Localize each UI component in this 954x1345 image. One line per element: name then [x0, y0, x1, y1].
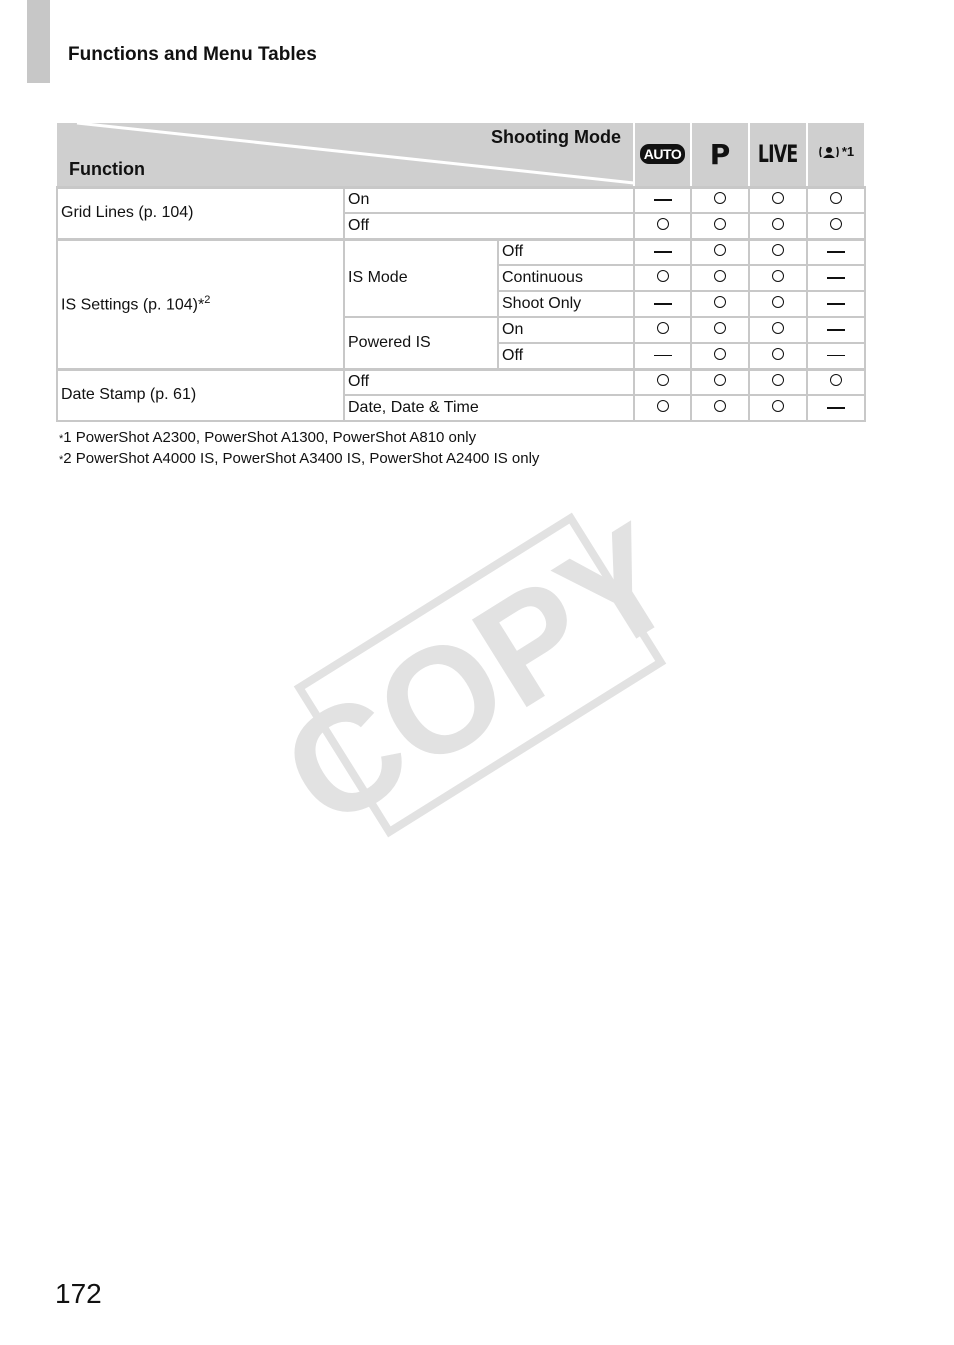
- available-circle-icon: [772, 348, 784, 360]
- option-label: On: [498, 317, 634, 343]
- available-circle-icon: [714, 296, 726, 308]
- function-menu-table: [56, 123, 866, 422]
- available-circle-icon: [657, 218, 669, 230]
- unavailable-dash-icon: [654, 251, 672, 253]
- mode-header-auto: [634, 123, 691, 187]
- available-circle-icon: [714, 400, 726, 412]
- footnote-ref-2: 2: [204, 293, 211, 306]
- available-circle-icon: [714, 348, 726, 360]
- option-label: Off: [344, 369, 634, 395]
- available-circle-icon: [714, 322, 726, 334]
- mode-header-program: [691, 123, 749, 187]
- unavailable-dash-icon: [654, 355, 672, 357]
- unavailable-dash-icon: [654, 303, 672, 305]
- live-mode-icon: LIVE: [758, 140, 798, 169]
- table-row: [57, 239, 865, 265]
- table-header-row: [57, 123, 865, 187]
- footnote-2: *2 PowerShot A4000 IS, PowerShot A3400 IS, PowerShot A2400 IS only: [59, 450, 540, 467]
- mode-header-self-portrait: [807, 123, 865, 187]
- available-circle-icon: [772, 374, 784, 386]
- option-label: On: [344, 187, 634, 213]
- available-circle-icon: [830, 218, 842, 230]
- option-label: Off: [498, 343, 634, 369]
- available-circle-icon: [772, 192, 784, 204]
- available-circle-icon: [772, 322, 784, 334]
- function-is-settings: IS Settings (p. 104)*$^2$: [57, 239, 344, 369]
- available-circle-icon: [657, 374, 669, 386]
- available-circle-icon: [772, 270, 784, 282]
- footnote-ref-1: *1: [841, 143, 855, 159]
- available-circle-icon: [772, 244, 784, 256]
- option-label: Off: [344, 213, 634, 239]
- section-tab-marker: [27, 0, 50, 83]
- function-grid-lines: Grid Lines (p. 104): [57, 187, 344, 239]
- auto-mode-icon: AUTO: [640, 144, 685, 164]
- available-circle-icon: [714, 244, 726, 256]
- unavailable-dash-icon: [654, 199, 672, 201]
- table-row: [57, 187, 865, 213]
- available-circle-icon: [657, 400, 669, 412]
- available-circle-icon: [714, 192, 726, 204]
- function-date-stamp: Date Stamp (p. 61): [57, 369, 344, 421]
- available-circle-icon: [714, 270, 726, 282]
- unavailable-dash-icon: [827, 407, 845, 409]
- suboption-powered-is: Powered IS: [344, 317, 498, 369]
- mode-header-live: [749, 123, 807, 187]
- footnote-1: *1 PowerShot A2300, PowerShot A1300, PowerShot A810 only: [59, 429, 477, 446]
- available-circle-icon: [830, 192, 842, 204]
- option-label: Shoot Only: [498, 291, 634, 317]
- unavailable-dash-icon: [827, 277, 845, 279]
- header-function: Function: [69, 158, 145, 179]
- option-label: Off: [498, 239, 634, 265]
- available-circle-icon: [830, 374, 842, 386]
- available-circle-icon: [657, 322, 669, 334]
- table-row: [57, 369, 865, 395]
- watermark-text: COPY: [255, 491, 705, 859]
- available-circle-icon: [772, 400, 784, 412]
- option-label: Date, Date & Time: [344, 395, 634, 421]
- header-shooting-mode: Shooting Mode: [491, 127, 622, 147]
- self-portrait-mode-icon: [818, 144, 840, 160]
- available-circle-icon: [714, 374, 726, 386]
- unavailable-dash-icon: [827, 355, 845, 357]
- option-label: Continuous: [498, 265, 634, 291]
- page-number: 172: [55, 1278, 102, 1309]
- available-circle-icon: [772, 296, 784, 308]
- available-circle-icon: [657, 270, 669, 282]
- available-circle-icon: [772, 218, 784, 230]
- unavailable-dash-icon: [827, 251, 845, 253]
- copy-watermark: [255, 491, 705, 859]
- footnotes: [59, 428, 539, 470]
- header-function-cell: [57, 123, 634, 187]
- unavailable-dash-icon: [827, 329, 845, 331]
- suboption-is-mode: IS Mode: [344, 239, 498, 317]
- available-circle-icon: [714, 218, 726, 230]
- section-title: Functions and Menu Tables: [68, 44, 317, 65]
- program-mode-icon: P: [709, 137, 731, 171]
- unavailable-dash-icon: [827, 303, 845, 305]
